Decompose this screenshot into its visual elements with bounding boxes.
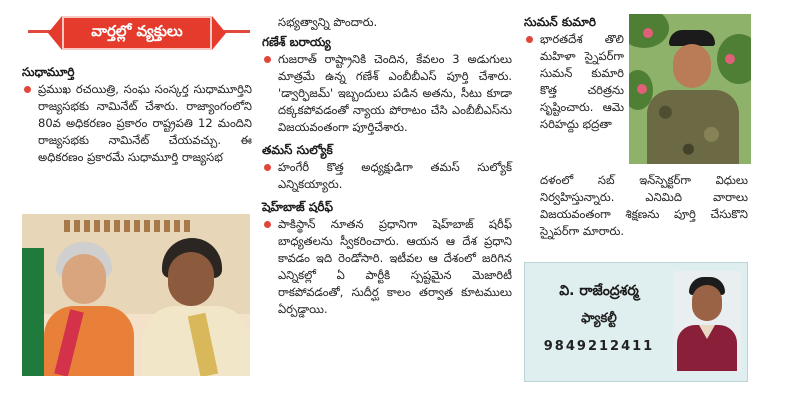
faculty-name: వి. రాజేంద్రశర్మ (559, 283, 639, 299)
faculty-photo (673, 271, 741, 371)
text-ganesh-baraiya: గుజరాత్ రాష్ట్రానికి చెందిన, కేవలం 3 అడుగులు మాత్రమే ఉన్న గణేశ్ ఎంబీబీఎస్ పూర్తి చేశారు. 'డ్వార్ఫిజమ్' ఇబ్బందులు పడిన అతను, సీటు కూడా దక్కకపోవడంతో న్యాయ పోరాటం చేసి ఎంబీబీఎస్‌ను విజయవంతంగా పూర్తిచేశారు. (278, 52, 512, 134)
photo-sudha-murty-president (22, 214, 250, 376)
column-1 (22, 64, 252, 166)
text-shehbaz-sharif: పాకిస్థాన్ నూతన ప్రధానిగా షెహ్‌బాజ్ షరీఫ్ బాధ్యతలను స్వీకరించారు. ఆయన ఆ దేశ ప్రధాని కావడం ఇది రెండోసారి. ఇటీవల ఆ దేశంలో జరిగిన ఎన్నికల్లో ఏ పార్టీకి స్పష్టమైన మెజారిటీ రాకపోవడంతో, సుదీర్ఘ కాలం తర్వాత కూటములు ఏర్పడ్డాయి. (278, 217, 512, 316)
column-3-wide (540, 172, 748, 240)
section-banner (62, 16, 212, 50)
bullet-icon (24, 86, 31, 93)
faculty-role: ఫ్యాకల్టీ (581, 311, 617, 326)
heading-suman-kumari: సుమన్ కుమారి (524, 15, 596, 29)
photo-suman-kumari (629, 14, 751, 164)
faculty-phone: 9849212411 (543, 339, 655, 354)
column-2 (262, 14, 512, 318)
heading-sudha-murty: సుధామూర్తి (22, 65, 75, 79)
text-suman-kumari-b: దళంలో సబ్ ఇన్‌స్పెక్టర్‌గా విధులు నిర్వహిస్తున్నారు. ఎనిమిది వారాలు విజయవంతంగా శిక్షణను పూర్తి చేసుకొని స్నైపర్‌గా మారారు. (540, 173, 748, 238)
bullet-icon (264, 221, 271, 228)
faculty-box (524, 262, 748, 382)
paragraph-ganesh-baraiya (262, 51, 512, 136)
paragraph-suman-kumari (524, 31, 624, 133)
heading-shehbaz-sharif: షెహ్‌బాజ్ షరీఫ్ (262, 200, 333, 214)
continued-text: సభ్యత్వాన్ని పొందారు. (278, 15, 378, 29)
heading-ganesh-baraiya: గణేశ్ బరాయ్య (262, 35, 331, 49)
paragraph-shehbaz-sharif (262, 216, 512, 318)
text-tamas-sulyok: హంగేరీ కొత్త అధ్యక్షుడిగా తమస్ సుల్యోక్ ఎన్నికయ్యారు. (278, 160, 512, 191)
text-sudha-murty: ప్రముఖ రచయిత్రి, సంఘ సంస్కర్త సుధామూర్తిని రాజ్యసభకు నామినేట్ చేశారు. రాజ్యాంగంలోని 80వ అధికరణం ప్రకారం రాష్ట్రపతి 12 మందిని రాజ్యసభకు నామినేట్ చేయవచ్చు. ఈ అధికరణం ప్రకారమే సుధామూర్తి రాజ్యసభ (38, 82, 252, 164)
heading-tamas-sulyok: తమస్ సుల్యోక్ (262, 143, 333, 157)
paragraph-sudha-murty (22, 81, 252, 166)
paragraph-tamas-sulyok (262, 159, 512, 193)
text-suman-kumari-a: భారతదేశ తొలి మహిళా స్నైపర్‌గా సుమన్ కుమారి కొత్త చరిత్రను సృష్టించారు. ఆమె సరిహద్దు భద్రతా (540, 32, 624, 131)
bullet-icon (264, 56, 271, 63)
bullet-icon (264, 164, 271, 171)
bullet-icon (526, 36, 533, 43)
banner-title: వార్తల్లో వ్యక్తులు (91, 22, 183, 40)
column-3-narrow (524, 14, 624, 133)
